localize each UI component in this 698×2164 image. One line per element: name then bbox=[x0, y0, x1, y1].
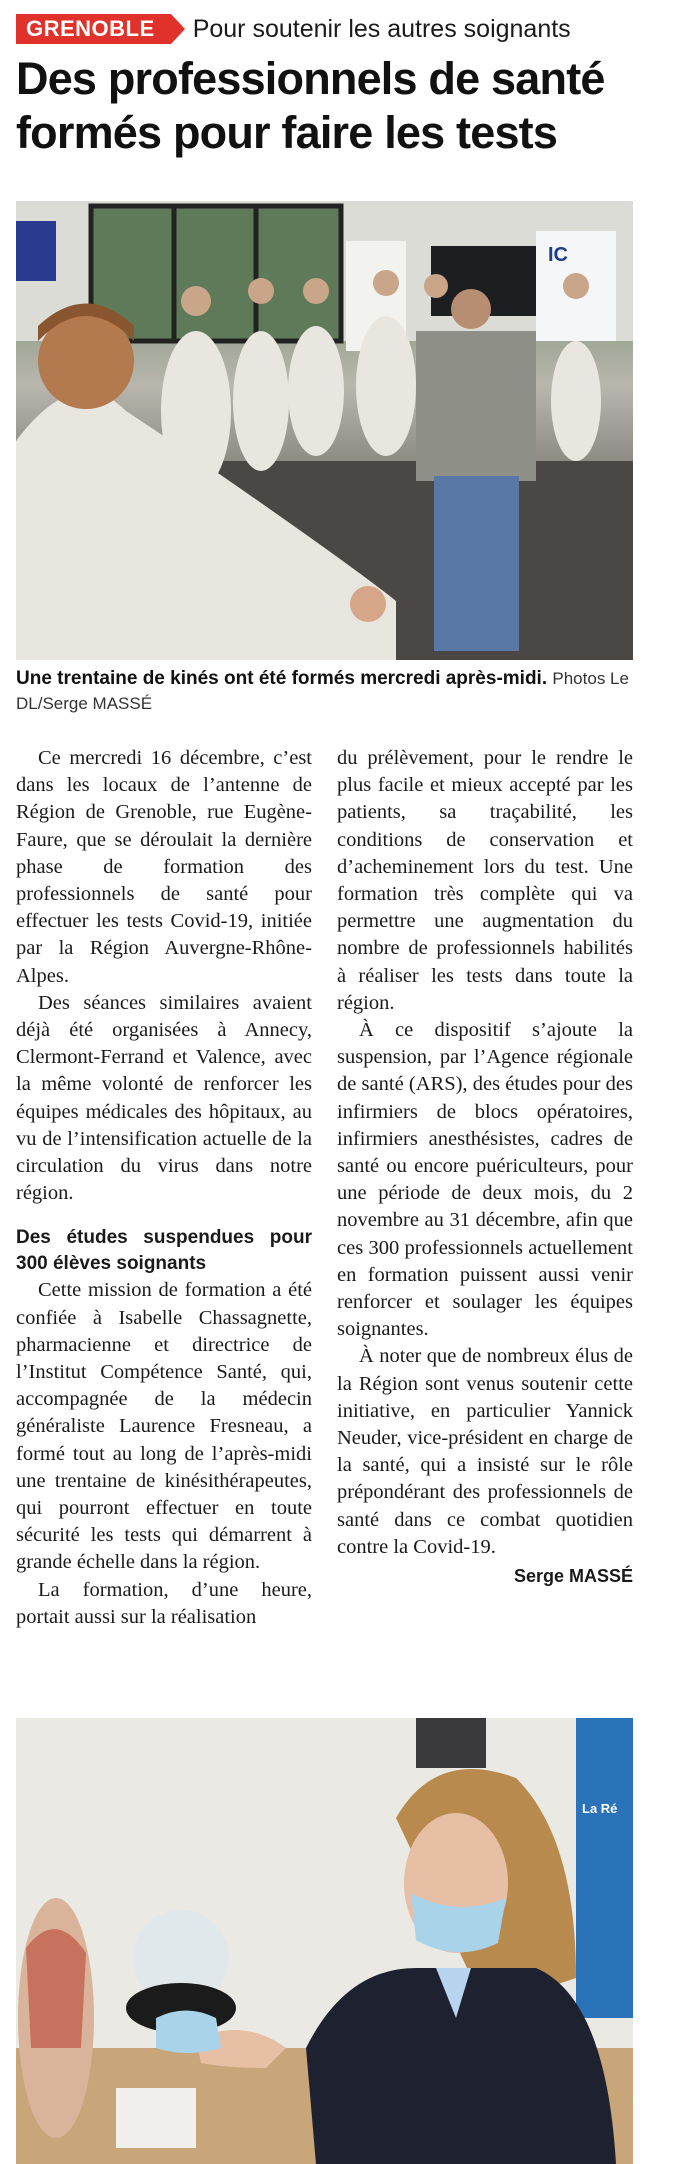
city-tag: GRENOBLE bbox=[16, 14, 171, 44]
article-paragraph-continued: du prélèvement, pour le rendre le plus facile et mieux accepté par les patients, sa traçabilité, les conditions de conservation et d’acheminement lors du test. Une formation très complète qui va permettre une augmentation du nombre de professionnels habilités à réaliser les tests dans toute la région. bbox=[337, 747, 633, 1014]
article-paragraph: À noter que de nombreux élus de la Région sont venus soutenir cette initiative, en particulier Yannick Neuder, vice-président en charge de la santé, qui a insisté sur le rôle prépondérant des professionnels de santé dans ce combat quotidien contre la Covid-19. bbox=[337, 1345, 633, 1558]
article-paragraph: Ce mercredi 16 décembre, c’est dans les locaux de l’antenne de Région de Grenoble, rue Eugène-Faure, que se déroulait la dernière phase de formation des professionnels de santé pour effectuer les tests Covid-19, initiée par la Région Auvergne-Rhône-Alpes. bbox=[16, 747, 312, 987]
article-paragraph: Cette mission de formation a été confiée à Isabelle Chassagnette, pharmacienne et directrice de l’Institut Compétence Santé, qui, accompagnée de la médecin généraliste Laurence Fresneau, a formé tout au long de l’après-midi une trentaine de kinésithérapeutes, qui pourront effectuer en toute sécurité les tests qui démarrent à grande échelle dans la région. bbox=[16, 1279, 312, 1574]
training-photo bbox=[16, 201, 633, 660]
article-paragraph: À ce dispositif s’ajoute la suspension, par l’Agence régionale de santé (ARS), des études pour des infirmiers de blocs opératoires, infirmiers anesthésistes, cadres de santé ou encore puériculteurs, pour une période de deux mois, du 2 novembre au 31 décembre, afin que ces 300 professionnels actuellement en formation puissent aussi venir renforcer et soulager les équipes soignantes. bbox=[337, 1019, 633, 1341]
article-column-right bbox=[337, 745, 633, 1590]
article-paragraph: La formation, d’une heure, portait aussi sur la réalisation bbox=[16, 1578, 312, 1628]
article-subhead: Des études suspendues pour 300 élèves soignants bbox=[16, 1227, 312, 1275]
article-column-left bbox=[16, 745, 312, 1631]
training-photo-illustration bbox=[16, 201, 633, 660]
caption-main: Une trentaine de kinés ont été formés mercredi après-midi. bbox=[16, 668, 548, 689]
demonstration-photo bbox=[16, 1718, 633, 2164]
kicker-row bbox=[16, 12, 682, 46]
article-byline: Serge MASSÉ bbox=[513, 1566, 633, 1587]
photo-logo-text: IC bbox=[548, 244, 568, 266]
article-paragraph: Des séances similaires avaient déjà été organisées à Annecy, Clermont-Ferrand et Valence, avec la même volonté de renforcer les équipes médicales des hôpitaux, au vu de l’intensification actuelle de la circulation du virus dans notre région. bbox=[16, 991, 312, 1205]
kicker-text: Pour soutenir les autres soignants bbox=[192, 14, 571, 43]
headline: Des professionnels de santé formés pour faire les tests bbox=[16, 53, 605, 158]
demonstration-photo-illustration bbox=[16, 1718, 633, 2164]
caption-credit: Photos Le DL/Serge MASSÉ bbox=[16, 669, 629, 713]
banner-text: La Ré bbox=[582, 1801, 618, 1816]
photo-caption bbox=[16, 666, 636, 716]
